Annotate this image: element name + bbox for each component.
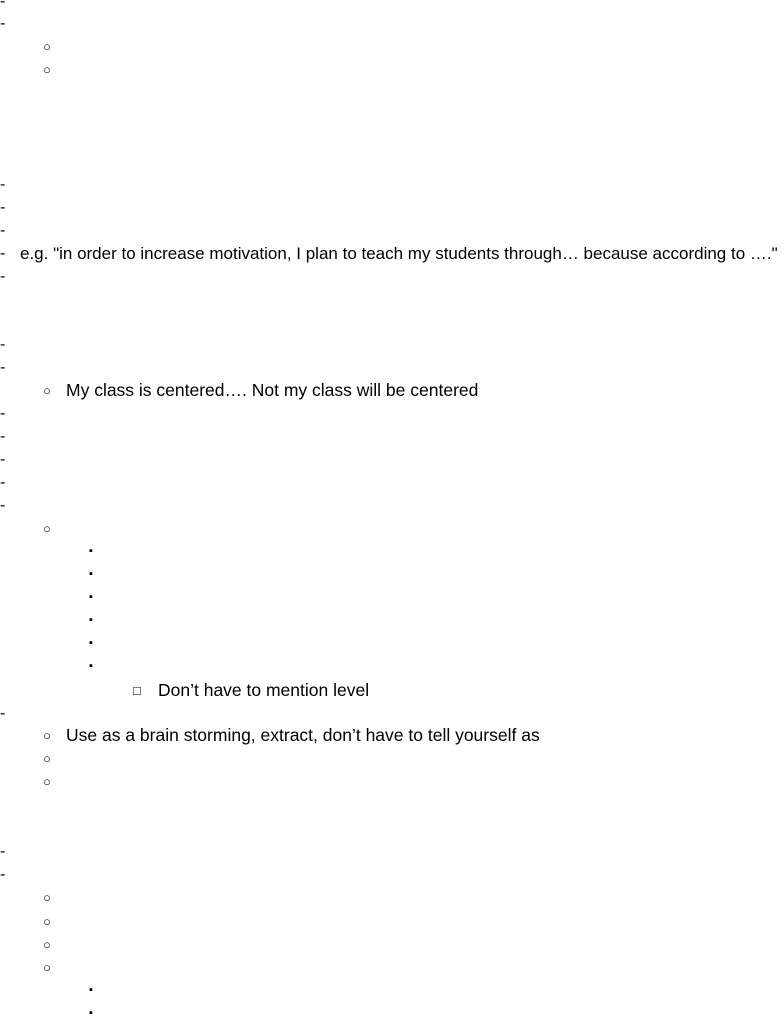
circle-bullet-icon: ○ (43, 960, 51, 975)
dash-bullet-icon: - (0, 497, 6, 514)
dash-bullet-icon: - (0, 405, 6, 422)
dash-bullet-icon: - (0, 15, 6, 32)
circle-bullet-icon: ○ (43, 751, 51, 766)
dash-bullet-icon: - (0, 474, 6, 491)
circle-bullet-icon: ○ (43, 914, 51, 929)
dash-bullet-icon: - (0, 268, 6, 285)
dash-bullet-icon: - (0, 451, 6, 468)
square-bullet-icon: ▪ (89, 614, 93, 626)
square-bullet-icon: ▪ (89, 984, 93, 996)
dash-bullet-icon: - (0, 705, 6, 722)
class-centered-text: My class is centered…. Not my class will be centered (66, 380, 479, 400)
square-bullet-icon: ▪ (89, 591, 93, 603)
eg-line-text: e.g. "in order to increase motivation, I plan to teach my students through… because according to …." (20, 244, 778, 263)
dash-bullet-icon: - (0, 222, 6, 239)
brainstorm-note-text: Use as a brain storming, extract, don’t have to tell yourself as (66, 725, 540, 745)
hollow-square-bullet-icon: □ (133, 683, 141, 698)
circle-bullet-icon: ○ (43, 774, 51, 789)
dash-bullet-icon: - (0, 843, 6, 860)
circle-bullet-icon: ○ (43, 39, 51, 54)
circle-bullet-icon: ○ (43, 937, 51, 952)
circle-bullet-icon: ○ (43, 62, 51, 77)
square-bullet-icon: ▪ (89, 568, 93, 580)
circle-bullet-icon: ○ (43, 728, 51, 743)
dash-bullet-icon: - (0, 245, 6, 262)
square-bullet-icon: ▪ (89, 637, 93, 649)
dash-bullet-icon: - (0, 199, 6, 216)
circle-bullet-icon: ○ (43, 383, 51, 398)
dash-bullet-icon: - (0, 336, 6, 353)
dash-bullet-icon: - (0, 359, 6, 376)
square-bullet-icon: ▪ (89, 545, 93, 557)
square-bullet-icon: ▪ (89, 660, 93, 672)
dash-bullet-icon: - (0, 428, 6, 445)
dash-bullet-icon: - (0, 0, 6, 10)
dash-bullet-icon: - (0, 176, 6, 193)
circle-bullet-icon: ○ (43, 890, 51, 905)
dash-bullet-icon: - (0, 866, 6, 883)
level-note-text: Don’t have to mention level (158, 680, 370, 700)
circle-bullet-icon: ○ (43, 521, 51, 536)
square-bullet-icon: ▪ (89, 1007, 93, 1019)
